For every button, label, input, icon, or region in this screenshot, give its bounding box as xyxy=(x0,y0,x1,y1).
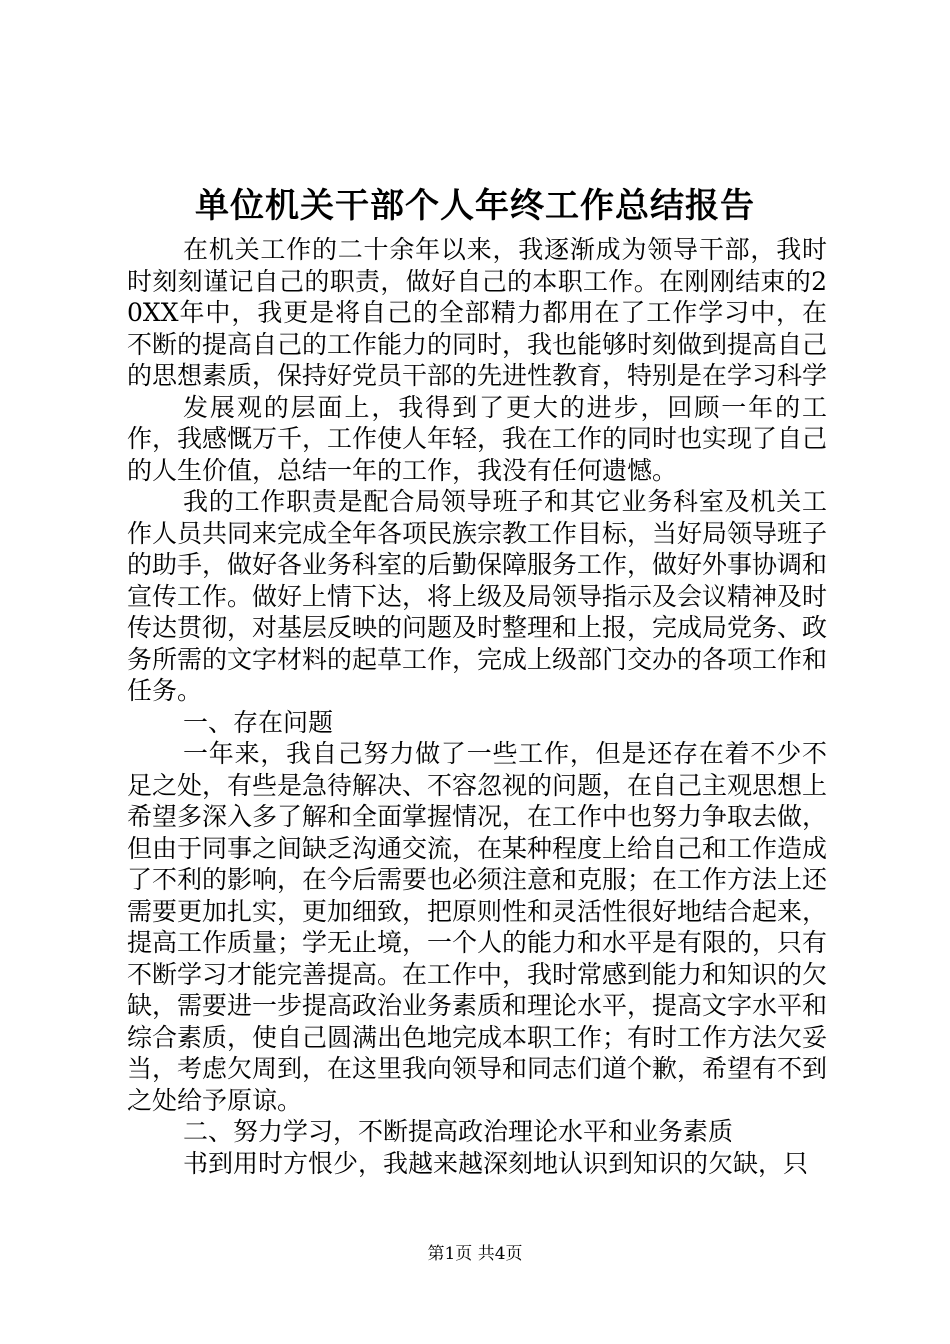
paragraph-intro: 在机关工作的二十余年以来，我逐渐成为领导干部，我时时刻刻谨记自己的职责，做好自己的本职工作。在刚刚结束的20XX年中，我更是将自己的全部精力都用在了工作学习中，在不断的提高自己的工作能力的同时，我也能够时刻做到提高自己的思想素质，保持好党员干部的先进性教育，特别是在学习科学 xyxy=(127,235,828,390)
page-number-footer: 第1页 共4页 xyxy=(427,1244,523,1264)
paragraph-study: 书到用时方恨少，我越来越深刻地认识到知识的欠缺，只 xyxy=(183,1148,809,1178)
paragraph-job-duties: 我的工作职责是配合局领导班子和其它业务科室及机关工作人员共同来完成全年各项民族宗教工作目标，当好局领导班子的助手，做好各业务科室的后勤保障服务工作，做好外事协调和宣传工作。做好上情下达，将上级及局领导指示及会议精神及时传达贯彻，对基层反映的问题及时整理和上报，完成局党务、政务所需的文字材料的起草工作，完成上级部门交办的各项工作和任务。 xyxy=(127,487,828,705)
document-body xyxy=(127,234,827,1179)
section-heading-study: 二、努力学习，不断提高政治理论水平和业务素质 xyxy=(183,1117,734,1146)
paragraph-development-view: 发展观的层面上，我得到了更大的进步，回顾一年的工作，我感慨万千，工作使人年轻，我在工作的同时也实现了自己的人生价值，总结一年的工作，我没有任何遗憾。 xyxy=(127,392,828,485)
paragraph-problems: 一年来，我自己努力做了一些工作，但是还存在着不少不足之处，有些是急待解决、不容忽视的问题，在自己主观思想上希望多深入多了解和全面掌握情况，在工作中也努力争取去做，但由于同事之间缺乏沟通交流，在某种程度上给自己和工作造成了不利的影响，在今后需要也必须注意和克服；在工作方法上还需要更加扎实，更加细致，把原则性和灵活性很好地结合起来，提高工作质量；学无止境，一个人的能力和水平是有限的，只有不断学习才能完善提高。在工作中，我时常感到能力和知识的欠缺，需要进一步提高政治业务素质和理论水平，提高文字水平和综合素质，使自己圆满出色地完成本职工作；有时工作方法欠妥当，考虑欠周到，在这里我向领导和同志们道个歉，希望有不到之处给予原谅。 xyxy=(127,739,828,1115)
section-heading-problems: 一、存在问题 xyxy=(183,707,334,737)
document-title: 单位机关干部个人年终工作总结报告 xyxy=(195,186,755,226)
